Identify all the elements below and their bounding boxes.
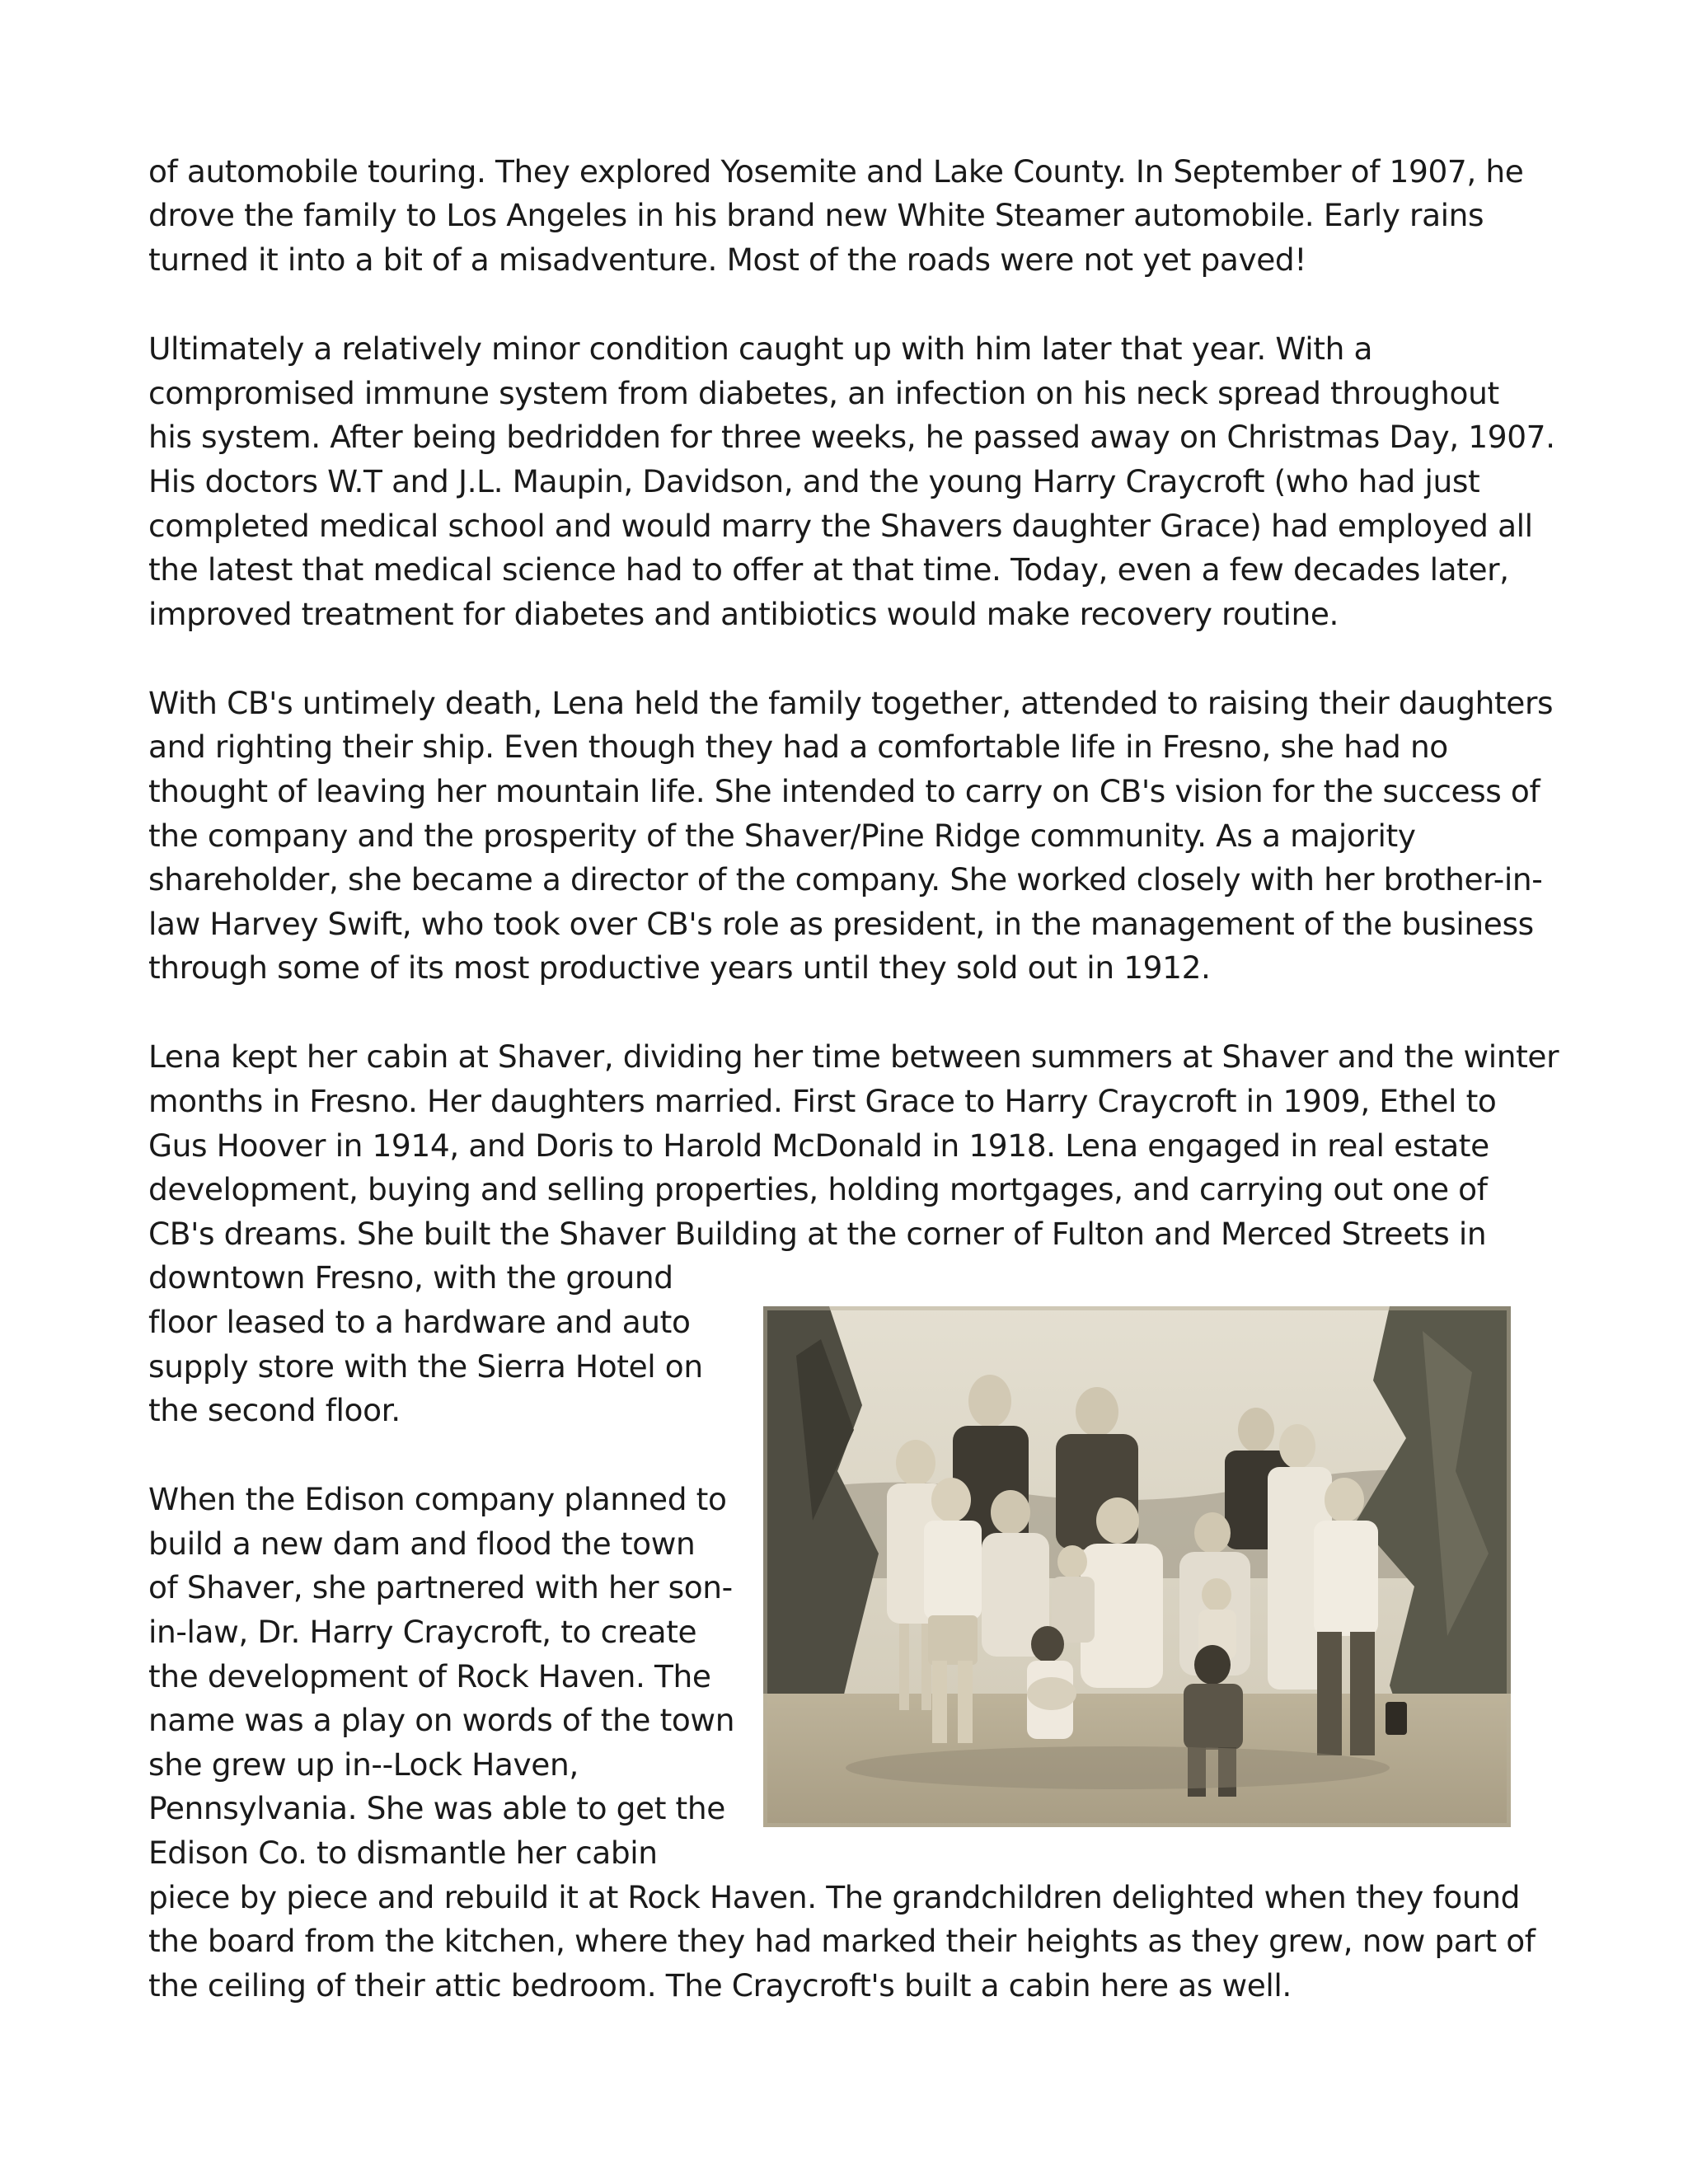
text-line: floor leased to a hardware and auto — [148, 1304, 691, 1340]
text-line: His doctors W.T and J.L. Maupin, Davidson, and the young Harry Craycroft (who had just — [148, 463, 1480, 499]
text-line: the development of Rock Haven. The — [148, 1658, 711, 1694]
text-line: she grew up in--Lock Haven, — [148, 1746, 579, 1783]
photo-image — [763, 1306, 1511, 1827]
text-line: the ceiling of their attic bedroom. The Craycroft's built a cabin here as well. — [148, 1967, 1292, 2004]
text-line: the latest that medical science had to offer at that time. Today, even a few decades later, — [148, 551, 1509, 588]
text-line: of Shaver, she partnered with her son- — [148, 1569, 733, 1605]
text-line: thought of leaving her mountain life. She intended to carry on CB's vision for the success of — [148, 773, 1540, 809]
family-group-photo — [763, 1306, 1511, 1827]
text-line: build a new dam and flood the town — [148, 1526, 696, 1562]
text-line: Ultimately a relatively minor condition caught up with him later that year. With a — [148, 330, 1373, 367]
text-line: drove the family to Los Angeles in his brand new White Steamer automobile. Early rains — [148, 197, 1484, 233]
text-line: shareholder, she became a director of the company. She worked closely with her brother-in- — [148, 861, 1543, 898]
text-line: CB's dreams. She built the Shaver Building at the corner of Fulton and Merced Streets in — [148, 1216, 1487, 1252]
text-line: in-law, Dr. Harry Craycroft, to create — [148, 1614, 697, 1650]
text-line: through some of its most productive years until they sold out in 1912. — [148, 949, 1211, 986]
text-line: development, buying and selling properties, holding mortgages, and carrying out one of — [148, 1171, 1488, 1207]
text-line: Gus Hoover in 1914, and Doris to Harold McDonald in 1918. Lena engaged in real estate — [148, 1127, 1489, 1164]
text-line: Lena kept her cabin at Shaver, dividing her time between summers at Shaver and the winter — [148, 1038, 1559, 1075]
text-line: improved treatment for diabetes and antibiotics would make recovery routine. — [148, 596, 1339, 632]
text-line: downtown Fresno, with the ground — [148, 1259, 673, 1296]
text-line: and righting their ship. Even though they had a comfortable life in Fresno, she had no — [148, 729, 1448, 765]
text-line: turned it into a bit of a misadventure. Most of the roads were not yet paved! — [148, 241, 1306, 278]
text-line: Pennsylvania. She was able to get the — [148, 1790, 725, 1826]
text-line: completed medical school and would marry the Shavers daughter Grace) had employed all — [148, 508, 1533, 544]
text-line: name was a play on words of the town — [148, 1702, 735, 1738]
text-line: compromised immune system from diabetes, an infection on his neck spread throughout — [148, 375, 1499, 411]
text-line: of automobile touring. They explored Yosemite and Lake County. In September of 1907, he — [148, 153, 1524, 190]
text-line: When the Edison company planned to — [148, 1481, 727, 1517]
text-line: months in Fresno. Her daughters married. First Grace to Harry Craycroft in 1909, Ethel to — [148, 1083, 1497, 1119]
text-line: law Harvey Swift, who took over CB's role as president, in the management of the business — [148, 906, 1534, 942]
text-line: With CB's untimely death, Lena held the family together, attended to raising their daughters — [148, 685, 1554, 721]
text-line: the company and the prosperity of the Shaver/Pine Ridge community. As a majority — [148, 818, 1416, 854]
text-line: his system. After being bedridden for three weeks, he passed away on Christmas Day, 1907. — [148, 419, 1555, 455]
text-line: the board from the kitchen, where they had marked their heights as they grew, now part of — [148, 1923, 1536, 1959]
text-line: the second floor. — [148, 1392, 401, 1428]
text-line: supply store with the Sierra Hotel on — [148, 1348, 703, 1385]
text-line: piece by piece and rebuild it at Rock Haven. The grandchildren delighted when they found — [148, 1879, 1520, 1915]
text-line: Edison Co. to dismantle her cabin — [148, 1835, 658, 1871]
